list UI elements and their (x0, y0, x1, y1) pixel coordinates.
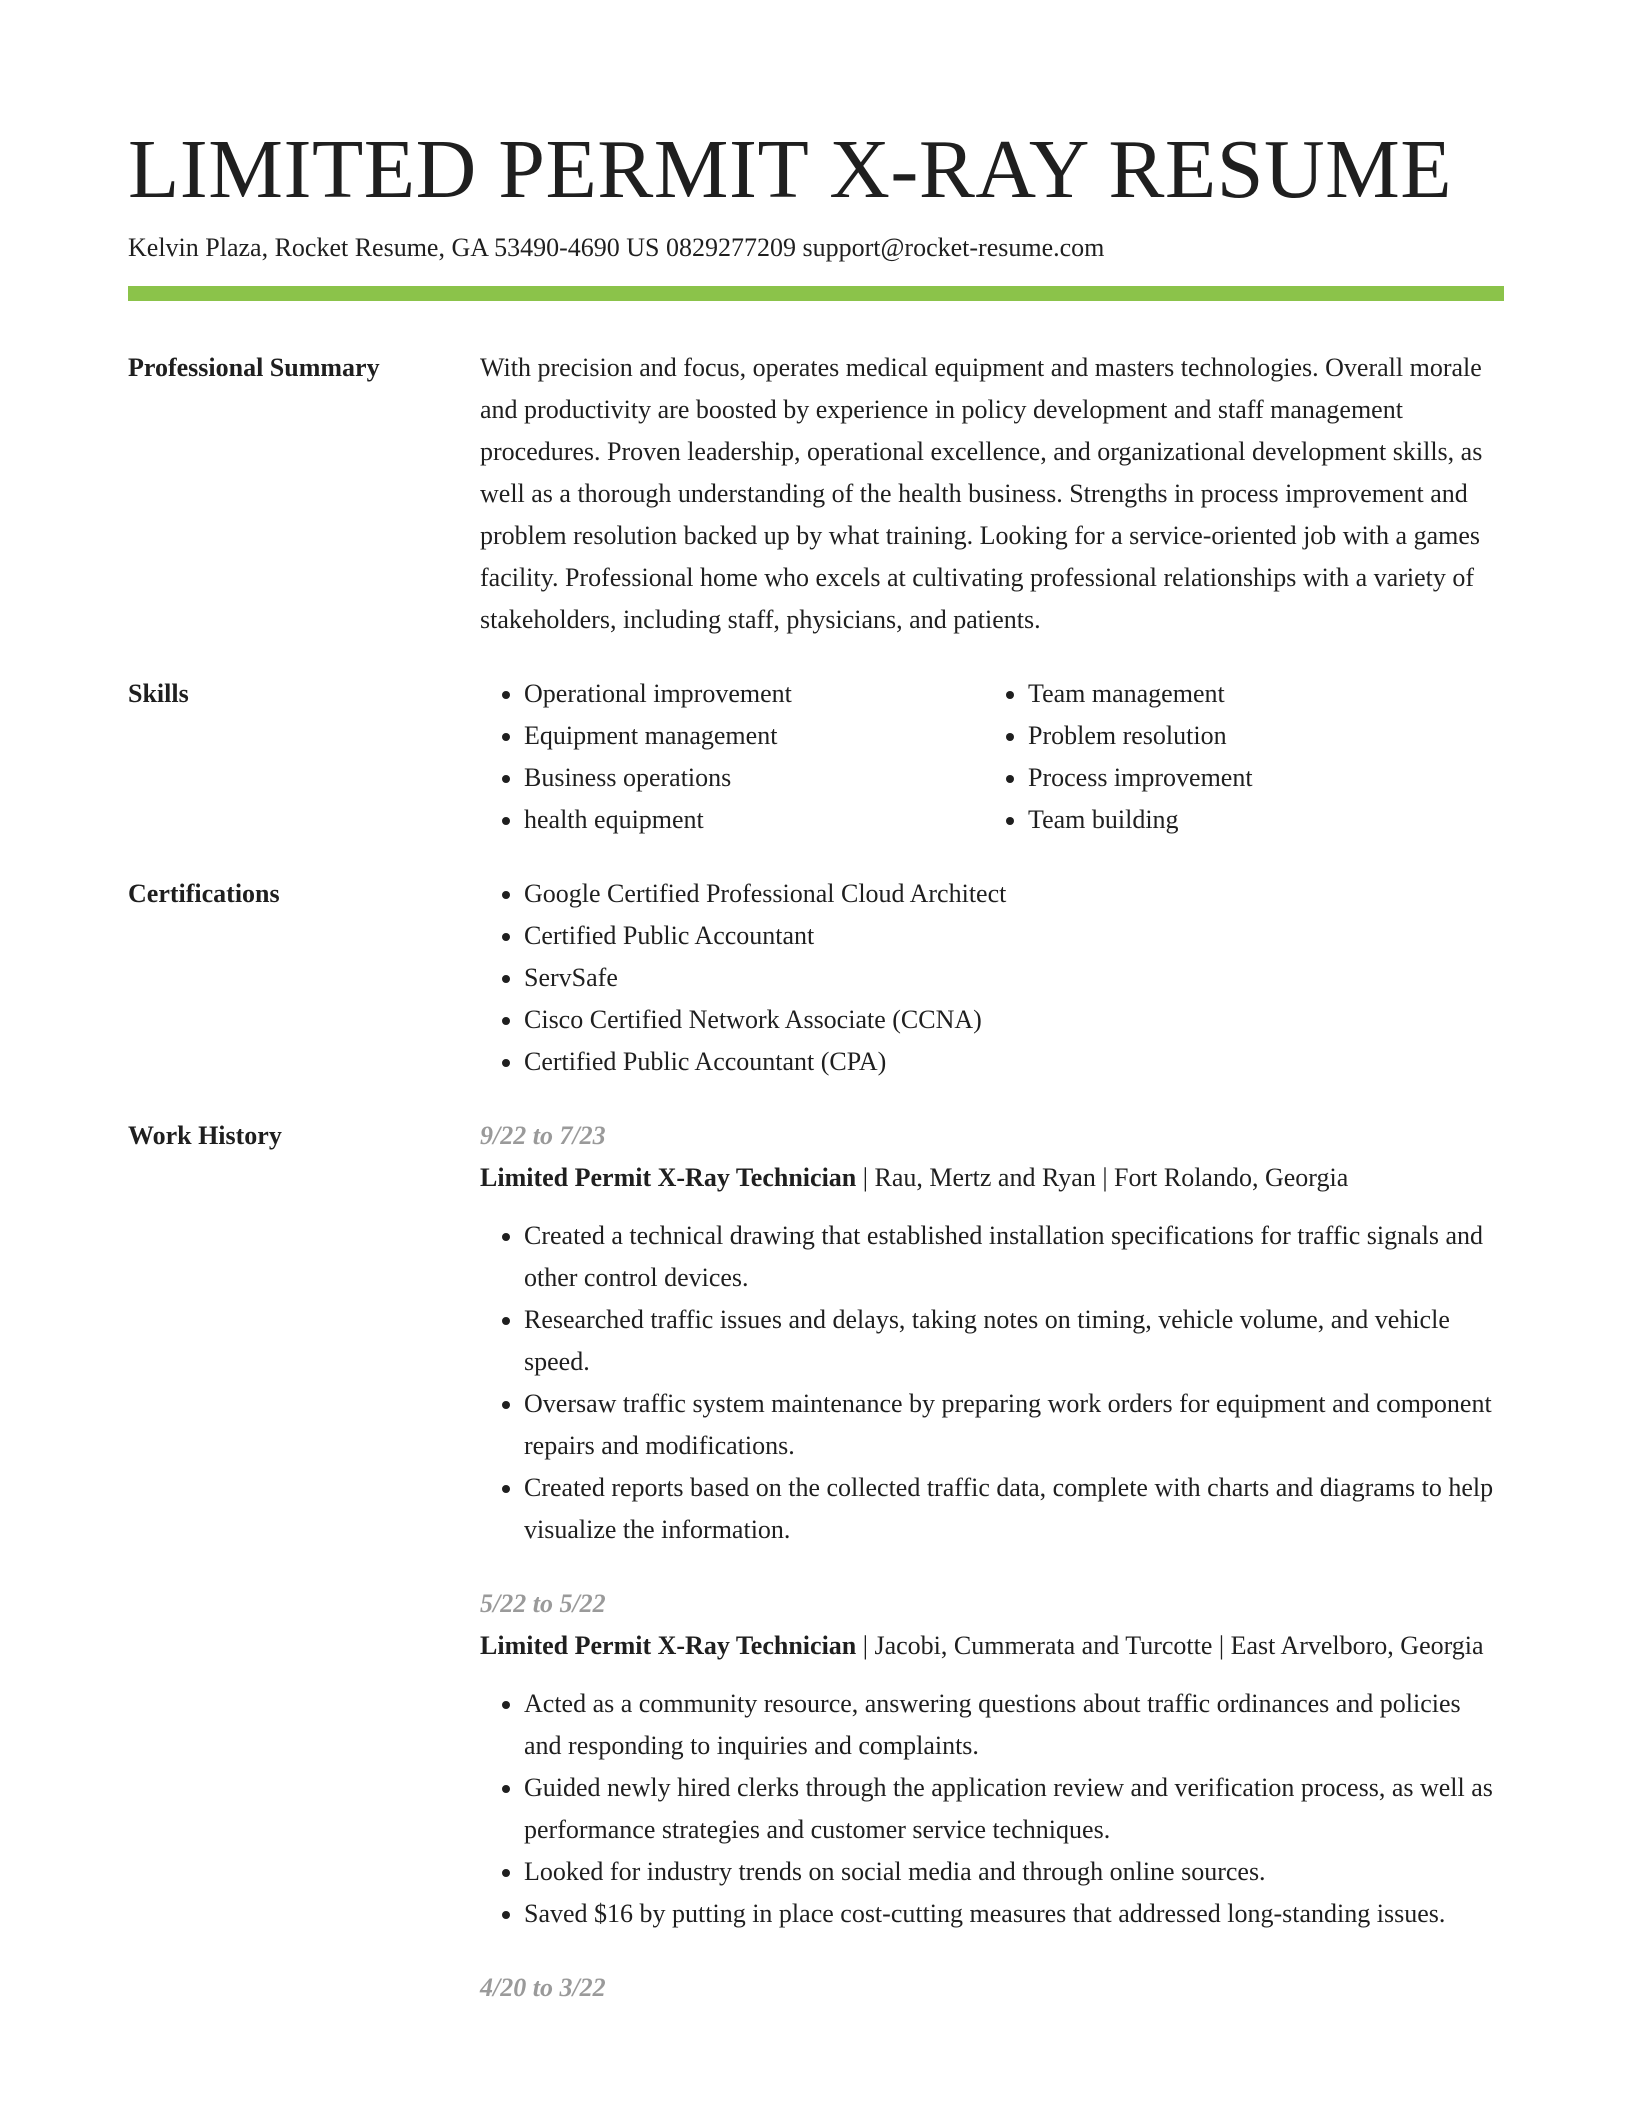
resume-title: LIMITED PERMIT X-RAY RESUME (128, 123, 1453, 216)
summary-text: With precision and focus, operates medical equipment and masters technologies. Overall morale and productivity are boosted by experience in policy development and staff management procedures. Proven leadership, operational excellence, and organizational development skills, as well as a thorough understanding of the health business. Strengths in process improvement and problem resolution backed up by what training. Looking for a service-oriented job with a games facility. Professional home who excels at cultivating professional relationships with a variety of stakeholders, including staff, physicians, and patients. (480, 353, 1483, 634)
job-heading (480, 1157, 1504, 1199)
job-employer-location: | Rau, Mertz and Ryan | Fort Rolando, Georgia (856, 1163, 1349, 1192)
certification-item: • Certified Public Accountant (CPA) (524, 1041, 1504, 1083)
job-duty-item: • Researched traffic issues and delays, taking notes on timing, vehicle volume, and vehicle speed. (524, 1299, 1504, 1383)
certifications-list (480, 873, 1504, 1083)
job-title: Limited Permit X-Ray Technician (480, 1631, 857, 1660)
skill-item: • Team building (1028, 799, 1488, 841)
job-dates: 4/20 to 3/22 (480, 1973, 606, 2002)
skill-item: • Problem resolution (1028, 715, 1488, 757)
job-entry (480, 1115, 1504, 1551)
certification-item: • Cisco Certified Network Associate (CCNA) (524, 999, 1504, 1041)
section-label-work-history: Work History (128, 1121, 282, 1150)
job-dates: 9/22 to 7/23 (480, 1121, 606, 1150)
job-title: Limited Permit X-Ray Technician (480, 1163, 857, 1192)
skill-item: • Team management (1028, 673, 1488, 715)
certifications-section (128, 873, 1504, 1083)
section-label-skills: Skills (128, 679, 189, 708)
resume-page (128, 120, 1504, 2009)
job-duty-item: • Guided newly hired clerks through the application review and verification process, as well as performance strategies and customer service techniques. (524, 1767, 1504, 1851)
certification-item: • Google Certified Professional Cloud Architect (524, 873, 1504, 915)
certification-item: • Certified Public Accountant (524, 915, 1504, 957)
job-duties-list (480, 1683, 1504, 1935)
job-duty-item: • Acted as a community resource, answering questions about traffic ordinances and policies and responding to inquiries and complaints. (524, 1683, 1504, 1767)
job-duty-item: • Oversaw traffic system maintenance by preparing work orders for equipment and component repairs and modifications. (524, 1383, 1504, 1467)
certification-item: • ServSafe (524, 957, 1504, 999)
job-duty-item: • Created reports based on the collected traffic data, complete with charts and diagrams to help visualize the information. (524, 1467, 1504, 1551)
job-entry (480, 1967, 1504, 2009)
work-history-section (128, 1115, 1504, 2009)
section-label-certifications: Certifications (128, 879, 280, 908)
job-duty-item: • Created a technical drawing that established installation specifications for traffic signals and other control devices. (524, 1215, 1504, 1299)
job-duty-item: • Saved $16 by putting in place cost-cutting measures that addressed long-standing issues. (524, 1893, 1504, 1935)
header-divider (128, 286, 1504, 301)
skills-section (128, 673, 1504, 841)
skills-list-right (984, 673, 1488, 841)
section-label-summary: Professional Summary (128, 353, 380, 382)
skills-list-left (480, 673, 984, 841)
work-history-body (480, 1115, 1504, 2009)
job-duty-item: • Looked for industry trends on social media and through online sources. (524, 1851, 1504, 1893)
contact-line: Kelvin Plaza, Rocket Resume, GA 53490-4690 US 0829277209 support@rocket-resume.com (128, 233, 1105, 262)
job-employer-location: | Jacobi, Cummerata and Turcotte | East Arvelboro, Georgia (856, 1631, 1484, 1660)
certifications-body (480, 873, 1504, 1083)
skill-item: • Business operations (524, 757, 984, 799)
skills-grid (480, 673, 1504, 841)
job-dates: 5/22 to 5/22 (480, 1589, 606, 1618)
skill-item: • health equipment (524, 799, 984, 841)
job-duties-list (480, 1215, 1504, 1551)
professional-summary-section (128, 347, 1504, 641)
skill-item: • Equipment management (524, 715, 984, 757)
job-entry (480, 1583, 1504, 1935)
skill-item: • Operational improvement (524, 673, 984, 715)
job-heading (480, 1625, 1504, 1667)
skill-item: • Process improvement (1028, 757, 1488, 799)
